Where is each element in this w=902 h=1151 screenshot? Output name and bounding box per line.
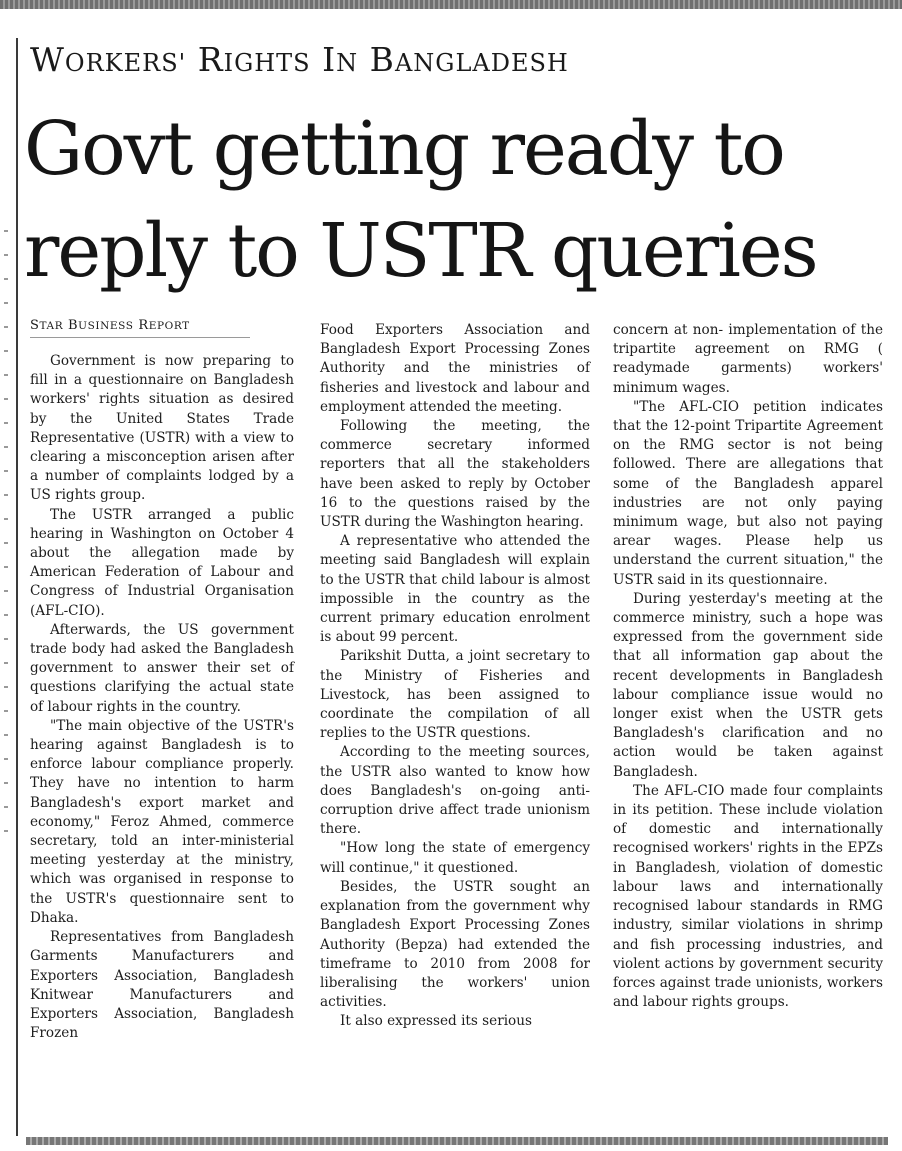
article-paragraph: A representative who attended the meeting said Bangladesh will explain to the USTR that child labour is almost impossible in the country as the current primary education enrolment is about 99 percent.: [320, 533, 590, 646]
article-paragraph: "The main objective of the USTR's hearing against Bangladesh is to enforce labour compliance properly. They have no intention to harm Bangladesh's export market and economy," Feroz Ahmed, commerce secretary, told an inter-ministerial meeting yesterday at the ministry, which was organised in response to the USTR's questionnaire sent to Dhaka.: [30, 717, 294, 926]
article-paragraph: "The AFL-CIO petition indicates that the 12-point Tripartite Agreement on the RMG sector is not being followed. There are allegations that some of the Bangladesh apparel industries are not only paying minimum wage, but also not paying arear wages. Please help us understand the current situation," the USTR said in its questionnaire.: [613, 398, 883, 588]
article-paragraph: According to the meeting sources, the USTR also wanted to know how does Bangladesh's on-going anti-corruption drive affect trade unionism there.: [320, 744, 590, 838]
article-paragraph: The USTR arranged a public hearing in Washington on October 4 about the allegation made by American Federation of Labour and Congress of Industrial Organisation (AFL-CIO).: [30, 506, 294, 619]
article-column-2: [320, 321, 590, 1032]
byline: STAR BUSINESS REPORT: [30, 318, 250, 338]
kicker-headline: WORKERS' RIGHTS IN BANGLADESH: [30, 40, 569, 79]
article-paragraph: It also expressed its serious: [340, 1013, 532, 1030]
article-paragraph: "How long the state of emergency will continue," it questioned.: [320, 840, 590, 876]
bottom-border-rule: [26, 1137, 888, 1145]
article-paragraph: concern at non- implementation of the tripartite agreement on RMG ( readymade garments) workers' minimum wages.: [613, 322, 883, 396]
article-paragraph: Following the meeting, the commerce secretary informed reporters that all the stakeholders have been asked to reply by October 16 to the questions raised by the USTR during the Washington hearing.: [320, 418, 590, 531]
scan-margin-marks: [4, 230, 8, 850]
top-border-rule: [0, 0, 902, 9]
article-column-1: [30, 318, 294, 1043]
left-column-rule: [16, 38, 18, 1136]
main-headline: Govt getting ready to reply to USTR queries: [24, 106, 817, 294]
article-paragraph: The AFL-CIO made four complaints in its petition. These include violation of domestic and internationally recognised workers' rights in the EPZs in Bangladesh, violation of domestic labour laws and internationally recognised labour standards in RMG industry, similar violations in shrimp and fish processing industries, and violent actions by government security forces against trade unionists, workers and labour rights groups.: [613, 782, 883, 1011]
article-paragraph: Besides, the USTR sought an explanation from the government why Bangladesh Export Processing Zones Authority (Bepza) had extended the timeframe to 2010 from 2008 for liberalising the workers' union activities.: [320, 878, 590, 1011]
article-paragraph: Representatives from Bangladesh Garments Manufacturers and Exporters Association, Bangladesh Knitwear Manufacturers and Exporters Association, Bangladesh Frozen: [30, 929, 294, 1042]
article-column-3: [613, 321, 883, 1012]
article-paragraph: Government is now preparing to fill in a questionnaire on Bangladesh workers' rights situation as desired by the United States Trade Representative (USTR) with a view to clearing a misconception arisen after a number of complaints lodged by a US rights group.: [30, 353, 294, 504]
article-paragraph: Afterwards, the US government trade body had asked the Bangladesh government to answer their set of questions clarifying the actual state of labour rights in the country.: [30, 621, 294, 715]
article-paragraph: Food Exporters Association and Bangladesh Export Processing Zones Authority and the ministries of fisheries and livestock and labour and employment attended the meeting.: [320, 322, 590, 415]
article-paragraph: Parikshit Dutta, a joint secretary to the Ministry of Fisheries and Livestock, has been assigned to coordinate the compilation of all replies to the USTR questions.: [320, 648, 590, 742]
article-paragraph: During yesterday's meeting at the commerce ministry, such a hope was expressed from the government side that all information gap about the recent developments in Bangladesh labour compliance issue would no longer exist when the USTR gets Bangladesh's clarification and no action would be taken against Bangladesh.: [613, 590, 883, 780]
